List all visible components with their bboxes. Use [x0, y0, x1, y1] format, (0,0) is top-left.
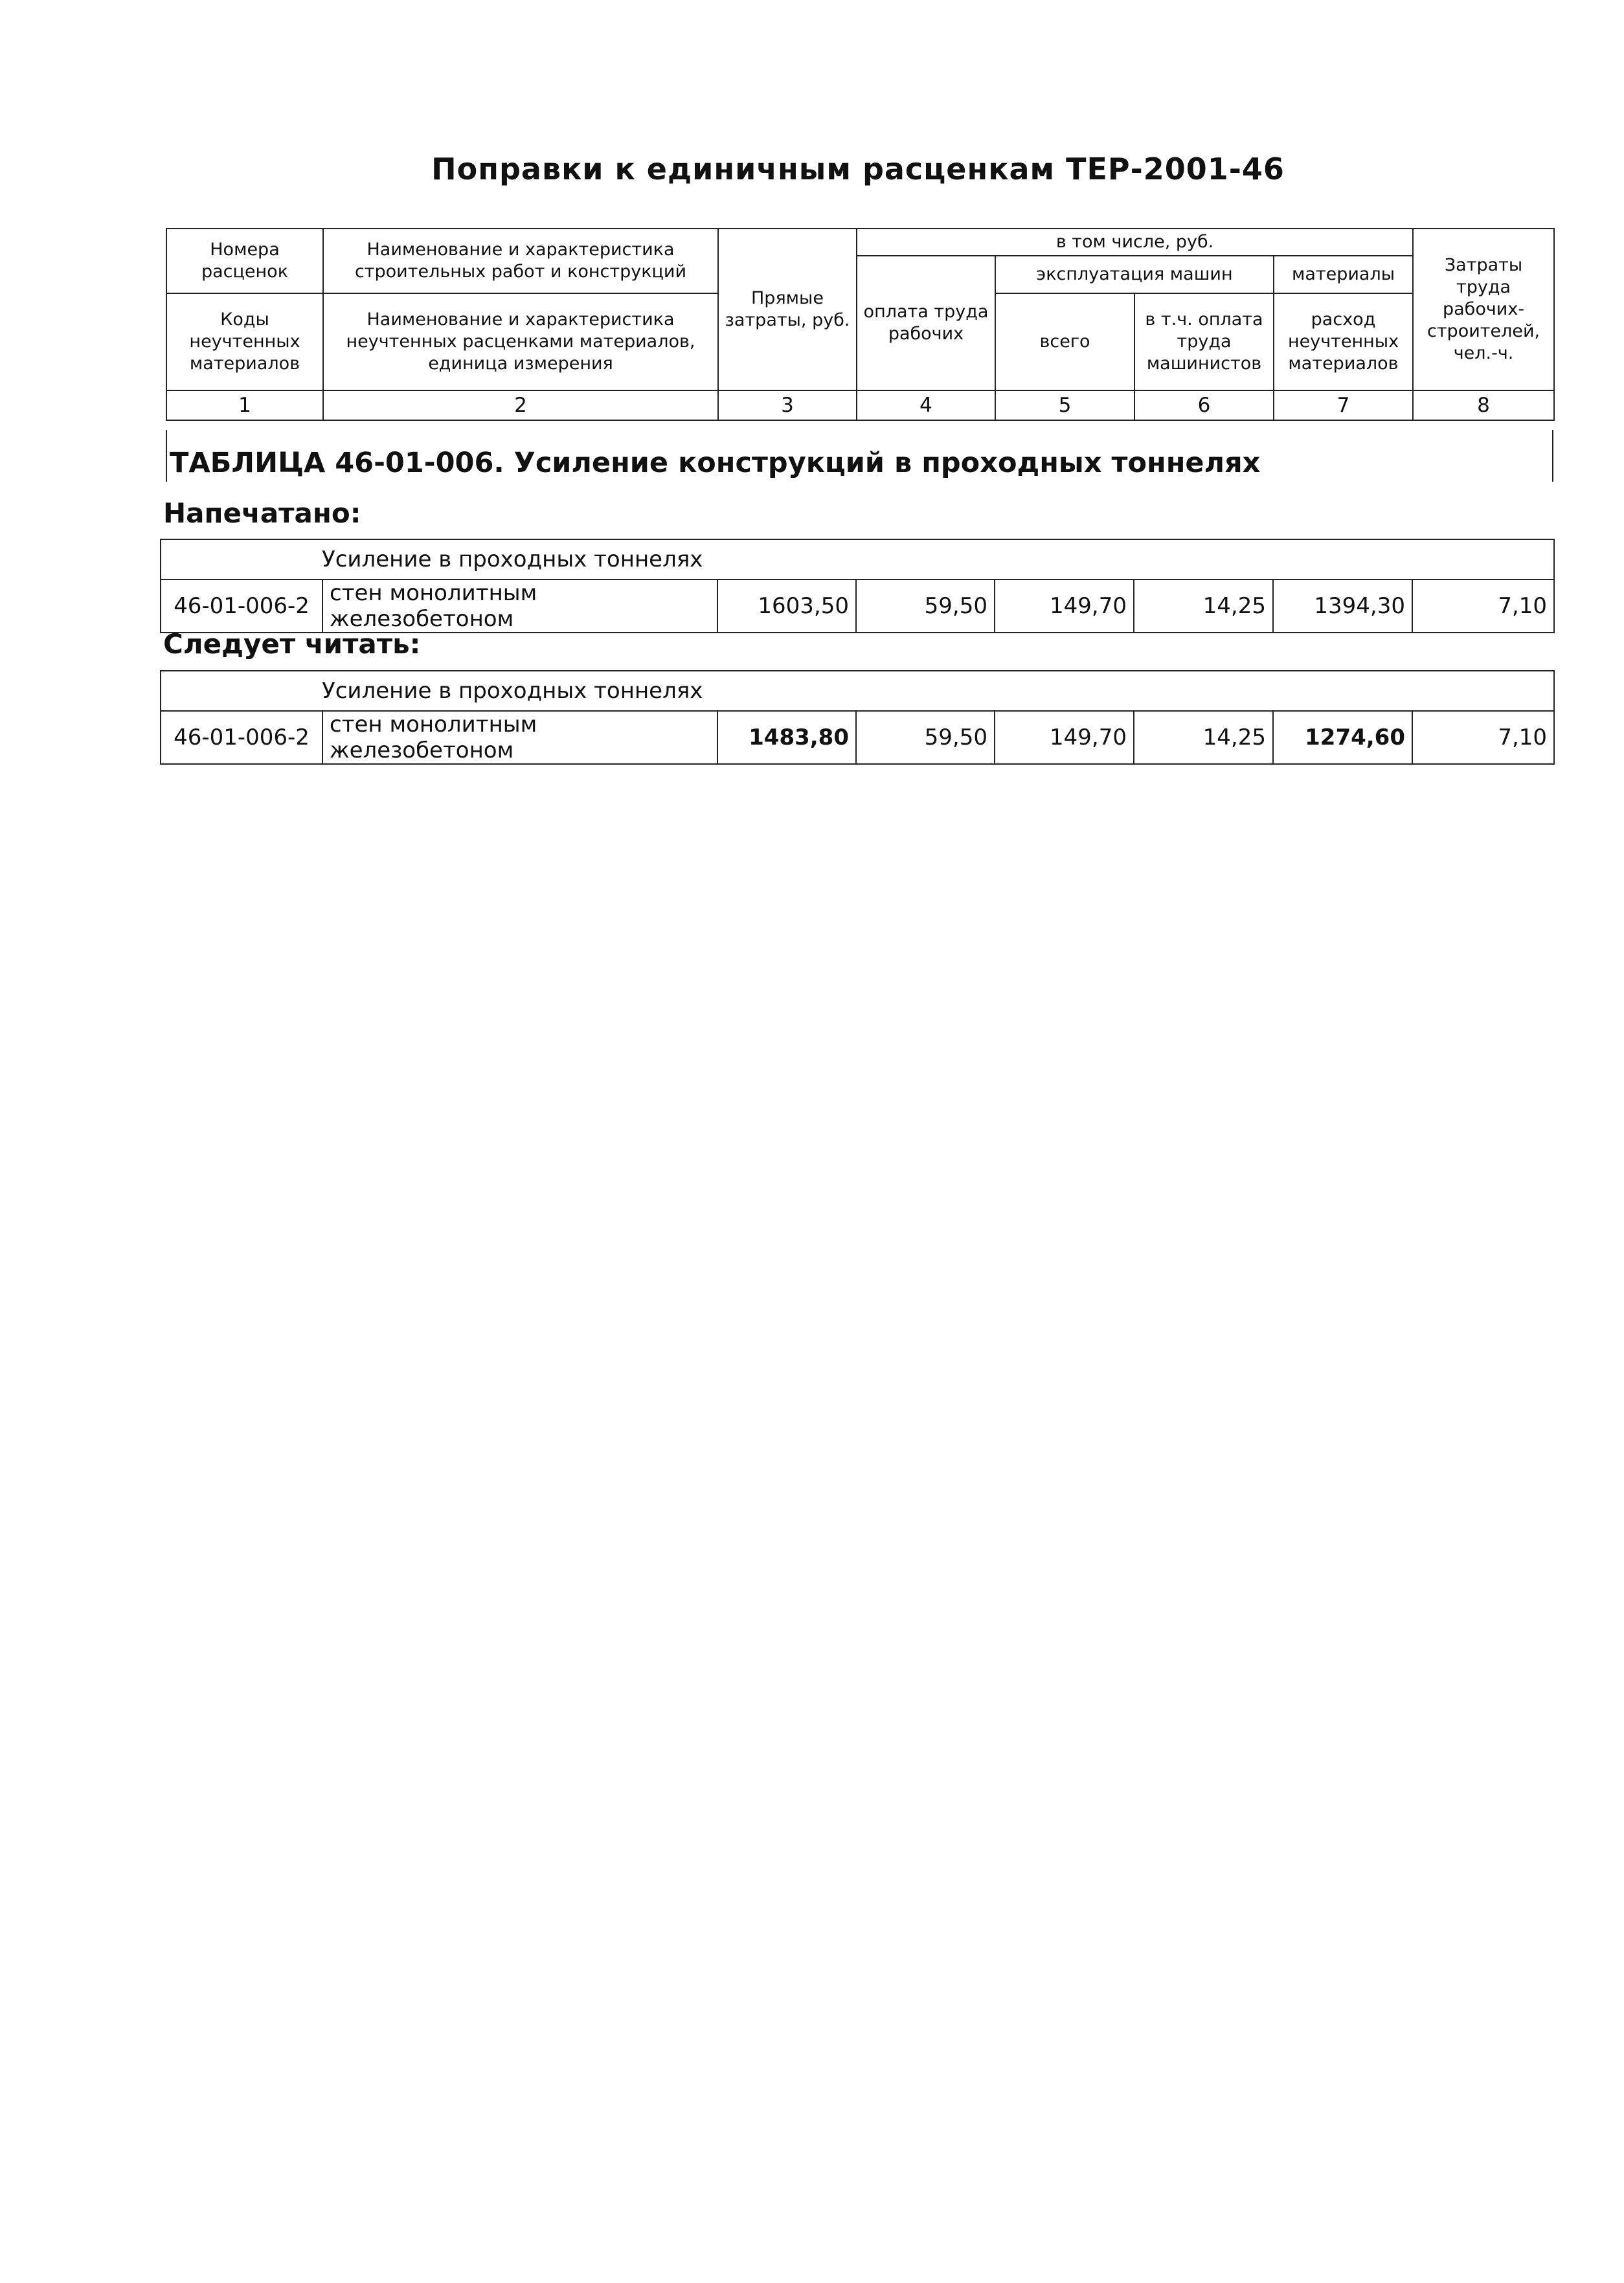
table-row — [161, 711, 1554, 764]
header-operator-pay: в т.ч. оплата труда машинистов — [1134, 293, 1274, 390]
column-number: 1 — [166, 390, 323, 420]
header-material-name: Наименование и характеристика неучтенных расценками материалов, единица измерения — [323, 293, 718, 390]
corrected-table — [160, 670, 1555, 765]
machines-total: 149,70 — [995, 579, 1134, 633]
header-unaccounted-materials: расход неучтенных материалов — [1274, 293, 1413, 390]
table-title: ТАБЛИЦА 46-01-006. Усиление конструкций в проходных тоннелях — [170, 447, 1261, 479]
labor-hours: 7,10 — [1412, 711, 1554, 764]
labor-hours: 7,10 — [1412, 579, 1554, 633]
rate-code: 46-01-006-2 — [161, 711, 322, 764]
header-work-name: Наименование и характеристика строительных работ и конструкций — [323, 229, 718, 293]
header-rate-numbers: Номера расценок — [166, 229, 323, 293]
rate-code: 46-01-006-2 — [161, 579, 322, 633]
header-machine-operation: эксплуатация машин — [995, 256, 1274, 293]
corrected-group-title: Усиление в проходных тоннелях — [161, 671, 1554, 711]
printed-table — [160, 539, 1555, 633]
direct-costs: 1603,50 — [717, 579, 856, 633]
header-direct-costs: Прямые затраты, руб. — [718, 229, 857, 390]
operator-pay: 14,25 — [1134, 579, 1273, 633]
direct-costs: 1483,80 — [717, 711, 856, 764]
corrected-label: Следует читать: — [163, 628, 421, 660]
header-materials: материалы — [1274, 256, 1413, 293]
header-including: в том числе, руб. — [857, 229, 1413, 256]
document-title: Поправки к единичным расценкам ТЕР-2001-46 — [431, 152, 1285, 186]
operator-pay: 14,25 — [1134, 711, 1273, 764]
worker-pay: 59,50 — [856, 579, 995, 633]
printed-group-title: Усиление в проходных тоннелях — [161, 539, 1554, 579]
materials-cost: 1274,60 — [1273, 711, 1412, 764]
column-number: 2 — [323, 390, 718, 420]
column-number: 7 — [1274, 390, 1413, 420]
column-number: 8 — [1413, 390, 1554, 420]
work-name: стен монолитным железобетоном — [322, 579, 717, 633]
worker-pay: 59,50 — [856, 711, 995, 764]
column-number: 3 — [718, 390, 857, 420]
header-machines-total: всего — [995, 293, 1134, 390]
materials-cost: 1394,30 — [1273, 579, 1412, 633]
work-name: стен монолитным железобетоном — [322, 711, 717, 764]
header-table — [166, 228, 1555, 421]
table-row — [161, 579, 1554, 633]
printed-label: Напечатано: — [163, 497, 361, 529]
machines-total: 149,70 — [995, 711, 1134, 764]
header-material-codes: Коды неучтенных материалов — [166, 293, 323, 390]
column-number: 4 — [857, 390, 995, 420]
column-number: 6 — [1134, 390, 1274, 420]
column-number: 5 — [995, 390, 1134, 420]
header-labor-hours: Затраты труда рабочих-строителей, чел.-ч. — [1413, 229, 1554, 390]
header-worker-pay: оплата труда рабочих — [857, 256, 995, 390]
